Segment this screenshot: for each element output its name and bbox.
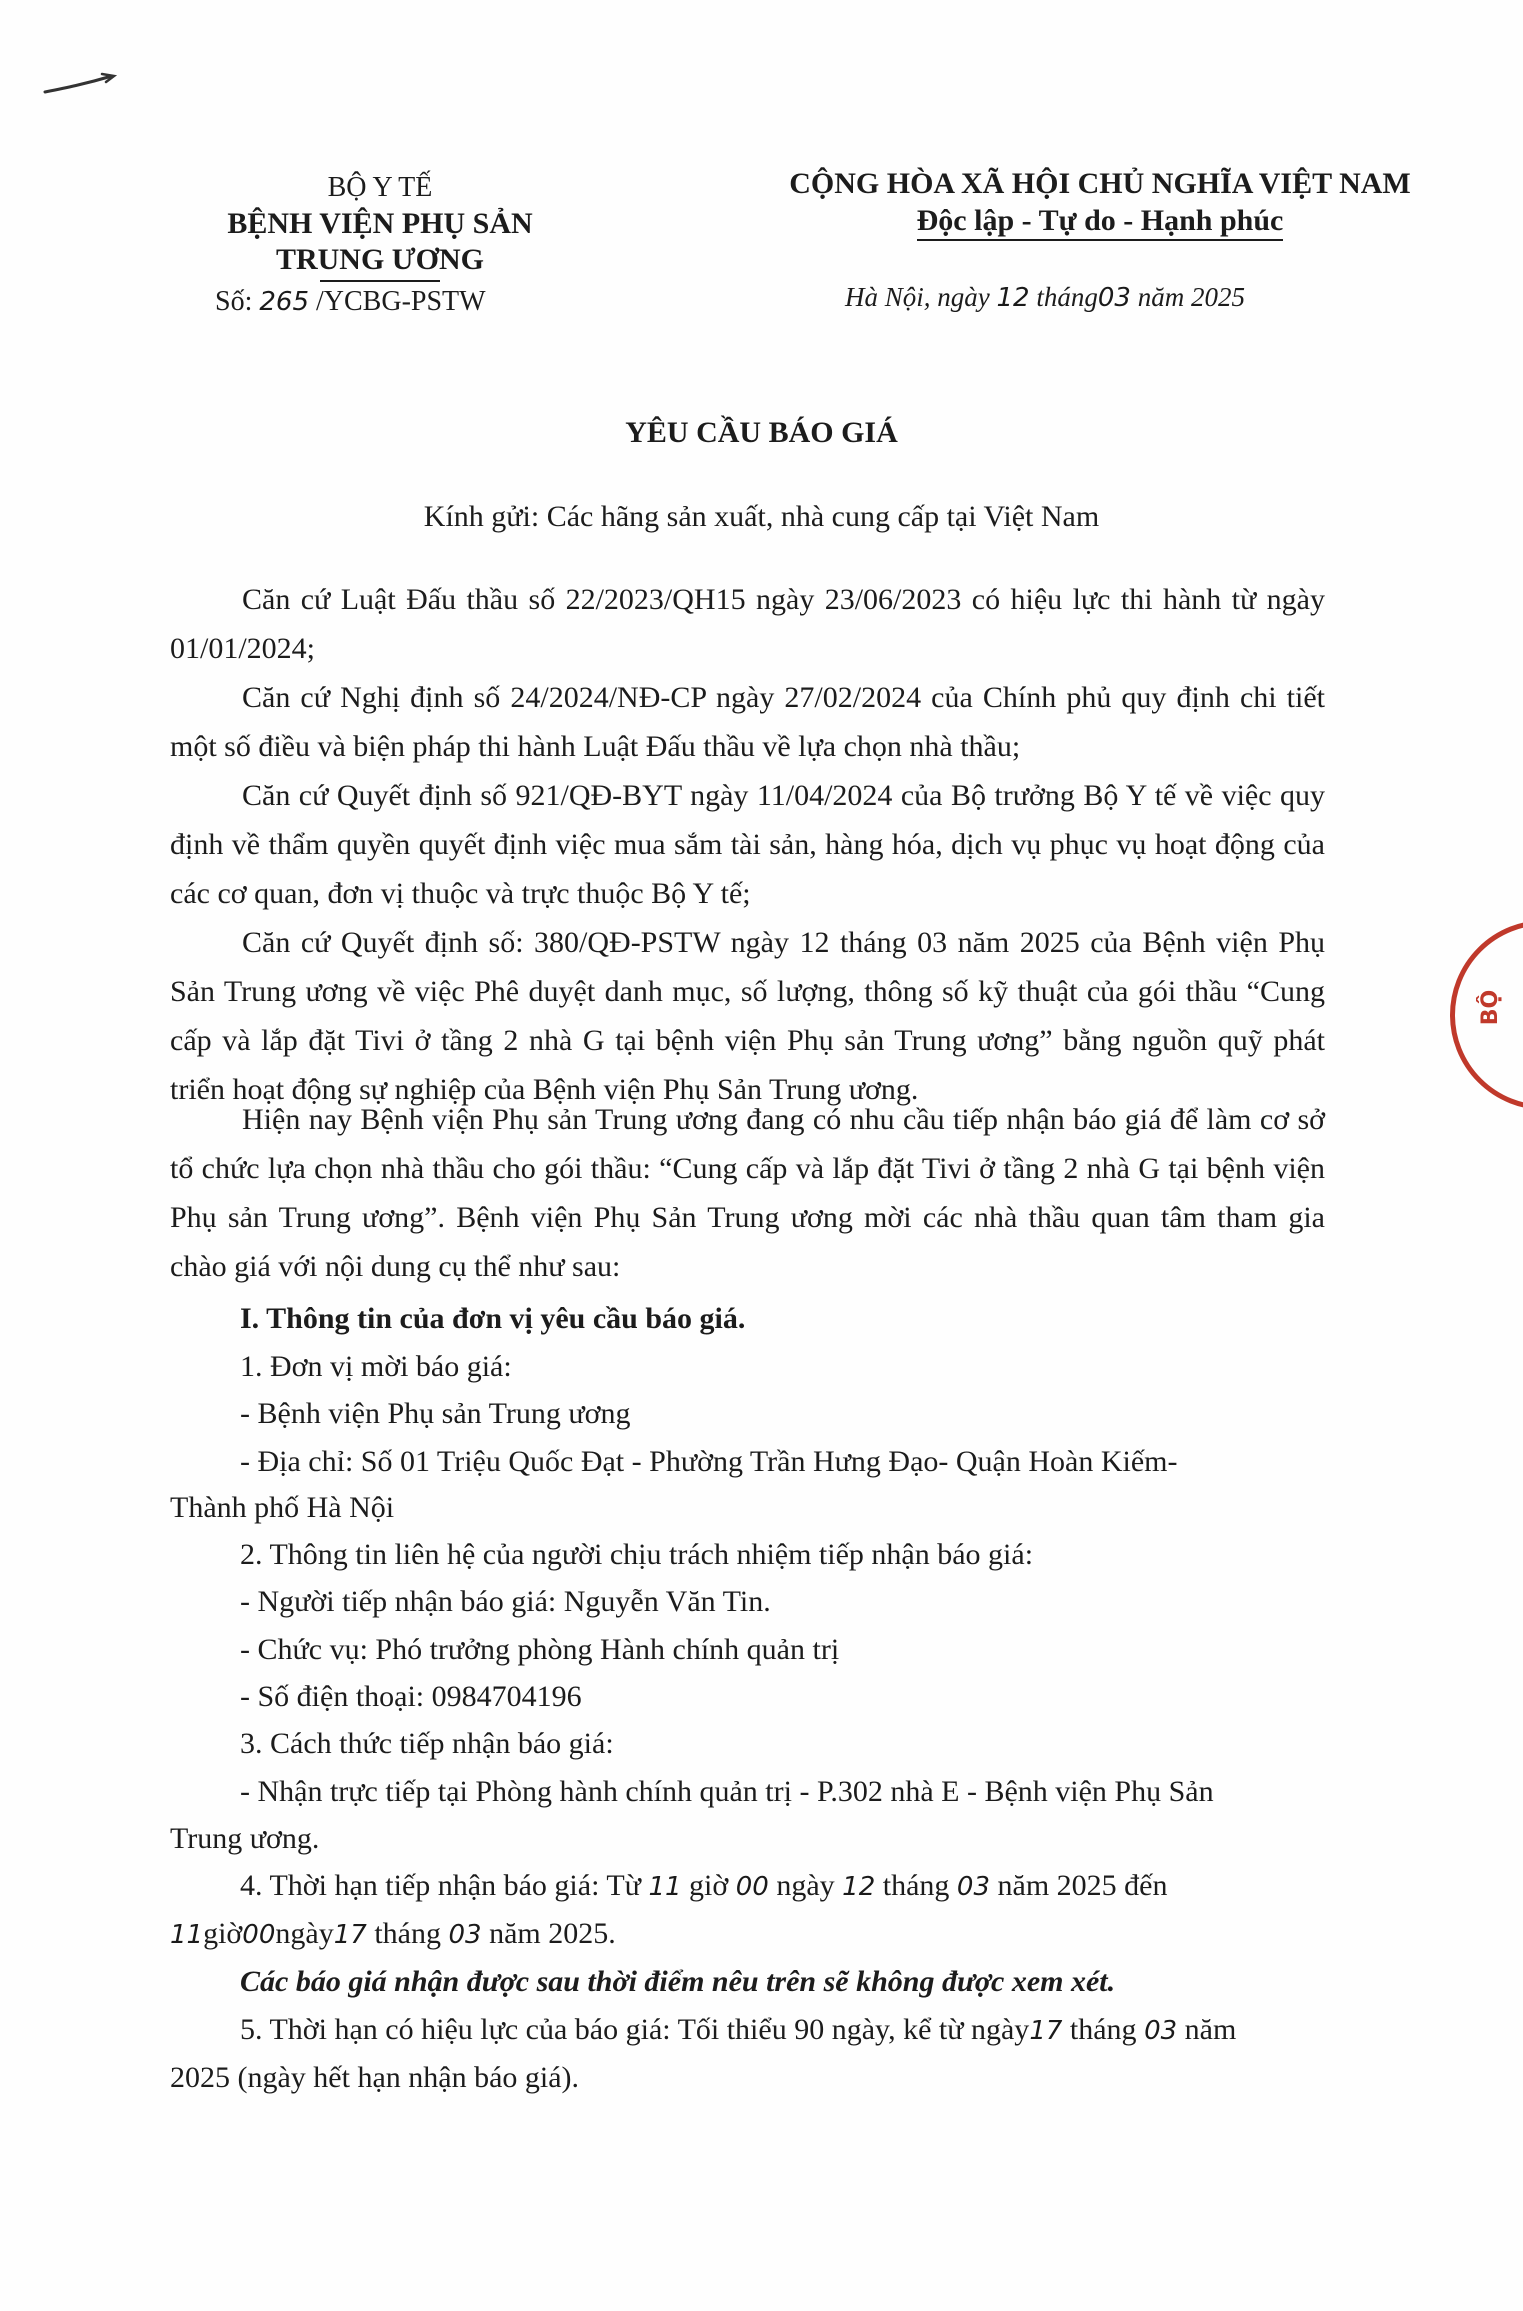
item4-line2 (170, 1912, 616, 1957)
item4-text: năm 2025 đến (997, 1869, 1168, 1902)
date-part3: năm 2025 (1137, 282, 1245, 312)
national-title: CỘNG HÒA XÃ HỘI CHỦ NGHĨA VIỆT NAM (789, 167, 1411, 200)
date-month: 03 (1097, 283, 1131, 313)
item4-min1: 00 (735, 1872, 769, 1902)
basis-paragraph: Căn cứ Quyết định số 921/QĐ-BYT ngày 11/04/2024 của Bộ trưởng Bộ Y tế về việc quy định về thẩm quyền quyết định việc mua sắm tài sản, hàng hóa, dịch vụ phục vụ hoạt động của các cơ quan, đơn vị thuộc và trực thuộc Bộ Y tế; (170, 779, 1325, 910)
item5-text: tháng (1069, 2013, 1137, 2046)
method-line2: Trung ương. (170, 1822, 320, 1855)
item4-text: ngày (275, 1917, 334, 1950)
item4-hour1: 11 (648, 1872, 682, 1902)
late-note: Các báo giá nhận được sau thời điểm nêu trên sẽ không được xem xét. (240, 1965, 1116, 1998)
hospital-name-line2: TRUNG ƯƠNG (275, 243, 485, 276)
item4-hour2: 11 (170, 1920, 204, 1950)
item2-label: 2. Thông tin liên hệ của người chịu trách nhiệm tiếp nhận báo giá: (240, 1538, 1034, 1571)
hospital-name-line1: BỆNH VIỆN PHỤ SẢN (227, 207, 533, 240)
national-header (740, 165, 1460, 241)
method-line1: - Nhận trực tiếp tại Phòng hành chính quản trị - P.302 nhà E - Bệnh viện Phụ Sản (240, 1775, 1214, 1808)
item1-label: 1. Đơn vị mời báo giá: (240, 1350, 512, 1383)
position: - Chức vụ: Phó trưởng phòng Hành chính quản trị (240, 1633, 840, 1666)
receiver: - Người tiếp nhận báo giá: Nguyễn Văn Tin. (240, 1585, 771, 1618)
legal-bases (170, 575, 1325, 1114)
item4-min2: 00 (242, 1920, 276, 1950)
item4-text: 4. Thời hạn tiếp nhận báo giá: Từ (240, 1869, 641, 1902)
ministry-name: BỘ Y TẾ (327, 172, 433, 203)
basis-paragraph: Căn cứ Luật Đấu thầu số 22/2023/QH15 ngày 23/06/2023 có hiệu lực thi hành từ ngày 01/01/2024; (170, 583, 1325, 665)
section-heading: I. Thông tin của đơn vị yêu cầu báo giá. (240, 1302, 746, 1335)
number-prefix: Số: (215, 286, 253, 317)
intro-text: Hiện nay Bệnh viện Phụ sản Trung ương đang có nhu cầu tiếp nhận báo giá để làm cơ sở tổ chức lựa chọn nhà thầu cho gói thầu: “Cung cấp và lắp đặt Tivi ở tầng 2 nhà G tại bệnh viện Phụ sản Trung ương”. Bệnh viện Phụ Sản Trung ương mời các nhà thầu quan tâm tham gia chào giá với nội dung cụ thể như sau: (170, 1103, 1325, 1283)
red-seal-stamp (1450, 920, 1523, 1110)
item5-line2: 2025 (ngày hết hạn nhận báo giá). (170, 2061, 580, 2094)
item5-text: 5. Thời hạn có hiệu lực của báo giá: Tối thiểu 90 ngày, kể từ ngày (240, 2013, 1030, 2046)
greeting: Kính gửi: Các hãng sản xuất, nhà cung cấp tại Việt Nam (423, 500, 1100, 533)
address-line2: Thành phố Hà Nội (170, 1491, 395, 1524)
item4-text: tháng (882, 1869, 950, 1902)
item5-day: 17 (1029, 2016, 1063, 2046)
unit-name: - Bệnh viện Phụ sản Trung ương (240, 1397, 631, 1430)
date-day: 12 (996, 283, 1030, 313)
date-part1: Hà Nội, ngày (845, 282, 990, 312)
item4-month2: 03 (448, 1920, 482, 1950)
stamp-text: BỘ (1478, 989, 1504, 1026)
item5-text: năm (1184, 2013, 1237, 2046)
number-suffix: /YCBG-PSTW (316, 286, 486, 317)
item4-text: giờ (689, 1869, 729, 1902)
issuer-header (180, 170, 580, 320)
intro-paragraph (170, 1095, 1325, 1291)
basis-paragraph: Căn cứ Nghị định số 24/2024/NĐ-CP ngày 27/02/2024 của Chính phủ quy định chi tiết một số điều và biện pháp thi hành Luật Đấu thầu về lựa chọn nhà thầu; (170, 681, 1325, 763)
item4-day2: 17 (333, 1920, 367, 1950)
phone: - Số điện thoại: 0984704196 (240, 1680, 582, 1713)
address-line1: - Địa chỉ: Số 01 Triệu Quốc Đạt - Phường Trần Hưng Đạo- Quận Hoàn Kiếm- (240, 1445, 1178, 1478)
item4-text: giờ (203, 1917, 243, 1950)
number-handwritten: 265 (259, 287, 309, 317)
item3-label: 3. Cách thức tiếp nhận báo giá: (240, 1727, 614, 1760)
document-title: YÊU CẦU BÁO GIÁ (625, 416, 898, 449)
item4-month1: 03 (956, 1872, 991, 1902)
document-date (845, 282, 1245, 313)
item4-day1: 12 (842, 1872, 876, 1902)
document-number (180, 284, 580, 320)
item4-text: năm 2025. (489, 1917, 616, 1950)
item4-text: tháng (374, 1917, 441, 1950)
item5-month: 03 (1144, 2016, 1178, 2046)
handwritten-mark (40, 70, 120, 100)
national-motto: Độc lập - Tự do - Hạnh phúc (917, 203, 1284, 241)
item4-line1 (240, 1864, 1167, 1909)
item4-text: ngày (776, 1869, 835, 1902)
date-part2: tháng (1036, 282, 1098, 312)
header-divider (320, 280, 440, 282)
item5-line1 (240, 2008, 1236, 2053)
basis-paragraph: Căn cứ Quyết định số: 380/QĐ-PSTW ngày 12 tháng 03 năm 2025 của Bệnh viện Phụ Sản Trung ương về việc Phê duyệt danh mục, số lượng, thông số kỹ thuật của gói thầu “Cung cấp và lắp đặt Tivi ở tầng 2 nhà G tại bệnh viện Phụ sản Trung ương” bằng nguồn quỹ phát triển hoạt động sự nghiệp của Bệnh viện Phụ Sản Trung ương. (170, 926, 1325, 1106)
